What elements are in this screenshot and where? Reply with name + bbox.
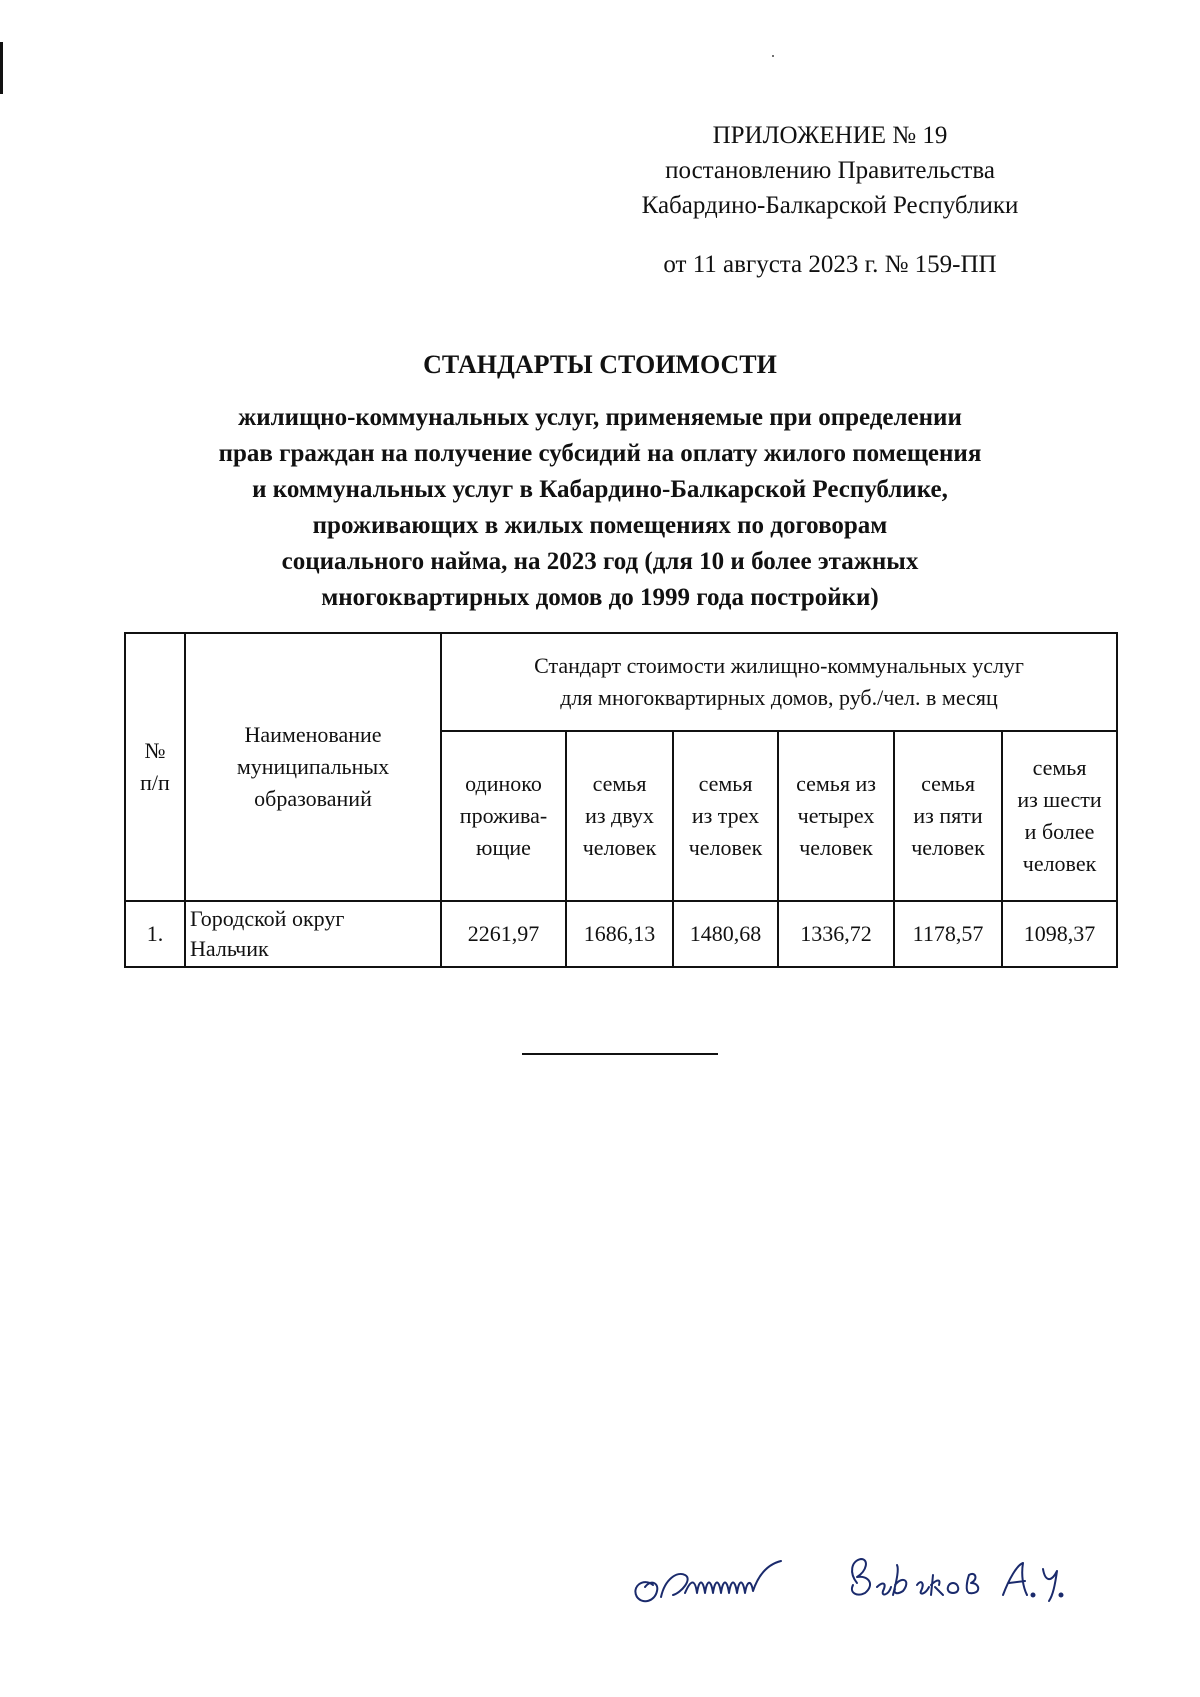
standards-table <box>124 632 1118 968</box>
annex-line-3: Кабардино-Балкарской Республики <box>641 192 1019 219</box>
header-line: прожива- <box>459 803 548 828</box>
value-family-2: 1686,13 <box>566 901 673 967</box>
end-divider <box>522 1053 718 1055</box>
annex-title: ПРИЛОЖЕНИЕ № 19 <box>712 122 948 149</box>
signature-icon <box>625 1535 1105 1625</box>
header-line: одиноко <box>465 771 542 796</box>
header-line: из трех <box>691 803 760 828</box>
row-name-line: Нальчик <box>190 936 269 961</box>
annex-line-2: постановлению Правительства <box>665 157 995 184</box>
header-line: семья из <box>796 771 876 796</box>
table-row <box>125 901 1117 967</box>
subtitle-line: и коммунальных услуг в Кабардино-Балкарской Республике, <box>252 476 948 503</box>
header-family-2 <box>566 731 673 901</box>
header-line: семья <box>921 771 975 796</box>
value-family-3: 1480,68 <box>673 901 778 967</box>
subtitle-line: прав граждан на получение субсидий на оплату жилого помещения <box>218 440 982 467</box>
header-name <box>185 633 441 901</box>
header-line: человек <box>799 835 873 860</box>
header-num-line: № <box>144 738 166 763</box>
scan-edge-mark <box>0 42 3 94</box>
header-single <box>441 731 566 901</box>
header-family-5 <box>894 731 1002 901</box>
header-family-3 <box>673 731 778 901</box>
handwritten-signature <box>625 1535 1105 1630</box>
subtitle-line: жилищно-коммунальных услуг, применяемые при определении <box>238 404 962 431</box>
annex-header <box>600 118 1060 282</box>
scan-speck <box>772 55 774 57</box>
header-line: ющие <box>476 835 531 860</box>
header-line: семья <box>698 771 753 796</box>
header-group-line: для многоквартирных домов, руб./чел. в месяц <box>560 685 998 710</box>
header-line: четырех <box>797 803 875 828</box>
value-single: 2261,97 <box>441 901 566 967</box>
header-line: из двух <box>585 803 654 828</box>
subtitle-line: социального найма, на 2023 год (для 10 и более этажных <box>281 548 919 575</box>
header-line: человек <box>688 835 763 860</box>
subtitle-line: проживающих в жилых помещениях по договорам <box>312 512 888 539</box>
value-family-5: 1178,57 <box>894 901 1002 967</box>
header-line: человек <box>1022 851 1097 876</box>
header-group-line: Стандарт стоимости жилищно-коммунальных услуг <box>534 653 1024 678</box>
subtitle-line: многоквартирных домов до 1999 года постройки) <box>321 584 879 611</box>
header-line: семья <box>1032 755 1087 780</box>
row-num: 1. <box>125 901 185 967</box>
header-name-line: образований <box>254 786 372 811</box>
document-title: СТАНДАРТЫ СТОИМОСТИ <box>423 350 777 379</box>
value-family-4: 1336,72 <box>778 901 894 967</box>
row-name <box>185 901 441 967</box>
header-line: и более <box>1024 819 1095 844</box>
header-num <box>125 633 185 901</box>
header-name-line: муниципальных <box>236 754 390 779</box>
header-group <box>441 633 1117 731</box>
value-family-6-plus: 1098,37 <box>1002 901 1117 967</box>
row-name-line: Городской округ <box>190 906 345 931</box>
header-line: из пяти <box>913 803 983 828</box>
header-line: семья <box>592 771 647 796</box>
annex-date: от 11 августа 2023 г. № 159-ПП <box>663 251 997 278</box>
header-name-line: Наименование <box>244 722 382 747</box>
header-family-4 <box>778 731 894 901</box>
document-subtitle <box>170 400 1030 616</box>
header-line: человек <box>582 835 657 860</box>
header-num-line: п/п <box>140 770 170 795</box>
header-line: человек <box>911 835 985 860</box>
header-line: из шести <box>1017 787 1102 812</box>
header-family-6-plus <box>1002 731 1117 901</box>
